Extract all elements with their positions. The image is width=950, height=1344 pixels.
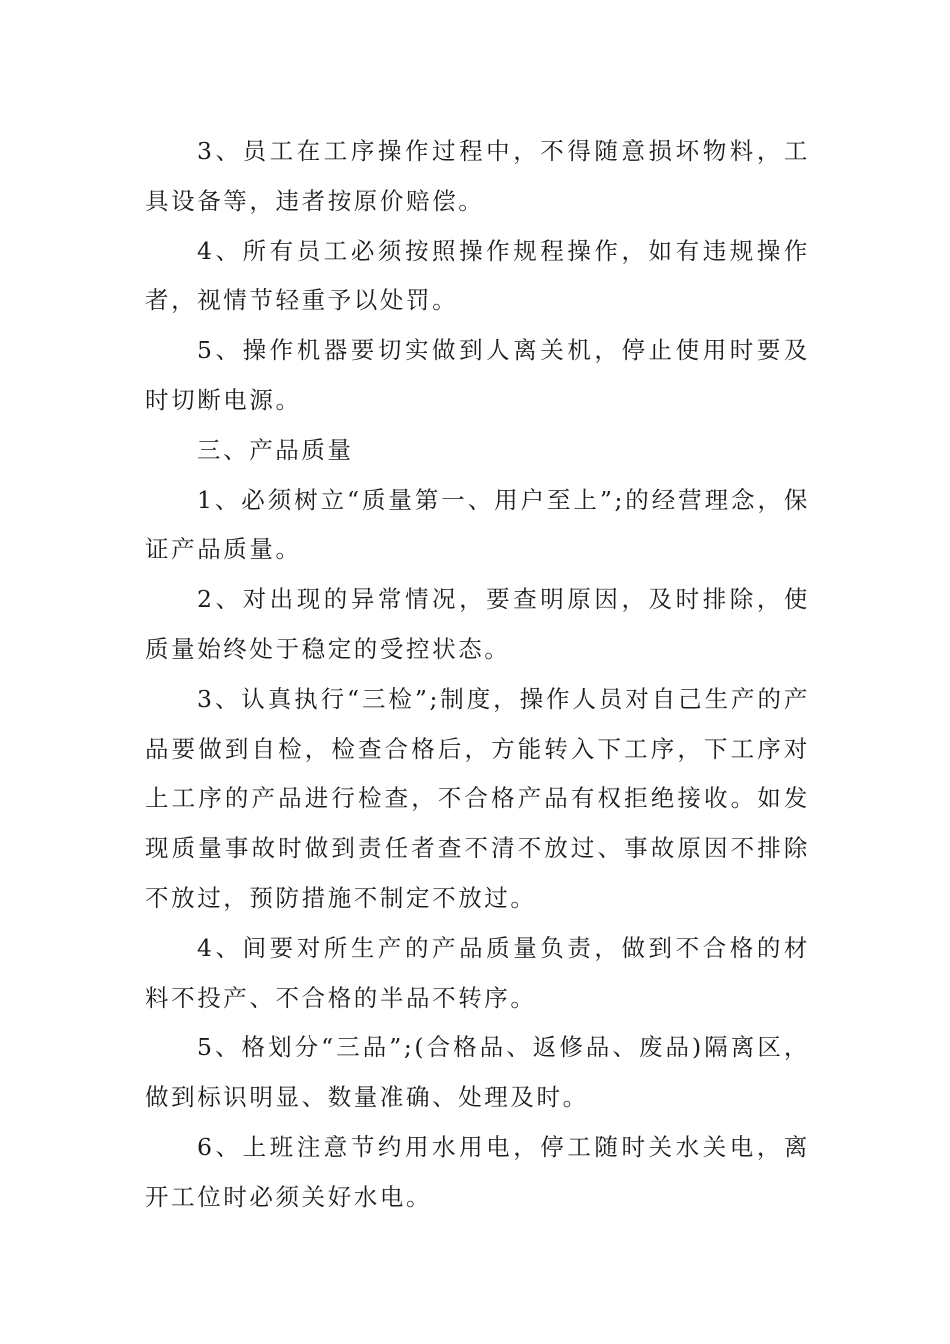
paragraph-quality-1: 1、必须树立“质量第一、用户至上”;的经营理念，保证产品质量。 xyxy=(145,485,810,564)
paragraph-rule-3: 3、员工在工序操作过程中，不得随意损坏物料，工具设备等，违者按原价赔偿。 xyxy=(145,137,810,215)
section-heading-product-quality: 三、产品质量 xyxy=(197,435,354,464)
paragraph-rule-5: 5、操作机器要切实做到人离关机，停止使用时要及时切断电源。 xyxy=(145,336,810,414)
paragraph-quality-3: 3、认真执行“三检”;制度，操作人员对自己生产的产品要做到自检，检查合格后，方能转入下工序，下工序对上工序的产品进行检查，不合格产品有权拒绝接收。如发现质量事故时做到责任者查不清不放过、事故原因不排除不放过，预防措施不制定不放过。 xyxy=(145,684,810,912)
paragraph-quality-2: 2、对出现的异常情况，要查明原因，及时排除，使质量始终处于稳定的受控状态。 xyxy=(145,585,810,663)
paragraph-quality-6: 6、上班注意节约用水用电，停工随时关水关电，离开工位时必须关好水电。 xyxy=(145,1132,810,1211)
paragraph-quality-5: 5、格划分“三品”;(合格品、返修品、废品)隔离区，做到标识明显、数量准确、处理及时。 xyxy=(145,1033,810,1112)
paragraph-quality-4: 4、间要对所生产的产品质量负责，做到不合格的材料不投产、不合格的半品不转序。 xyxy=(145,933,810,1012)
paragraph-rule-4: 4、所有员工必须按照操作规程操作，如有违规操作者，视情节轻重予以处罚。 xyxy=(145,236,810,315)
document-page xyxy=(145,127,810,1223)
